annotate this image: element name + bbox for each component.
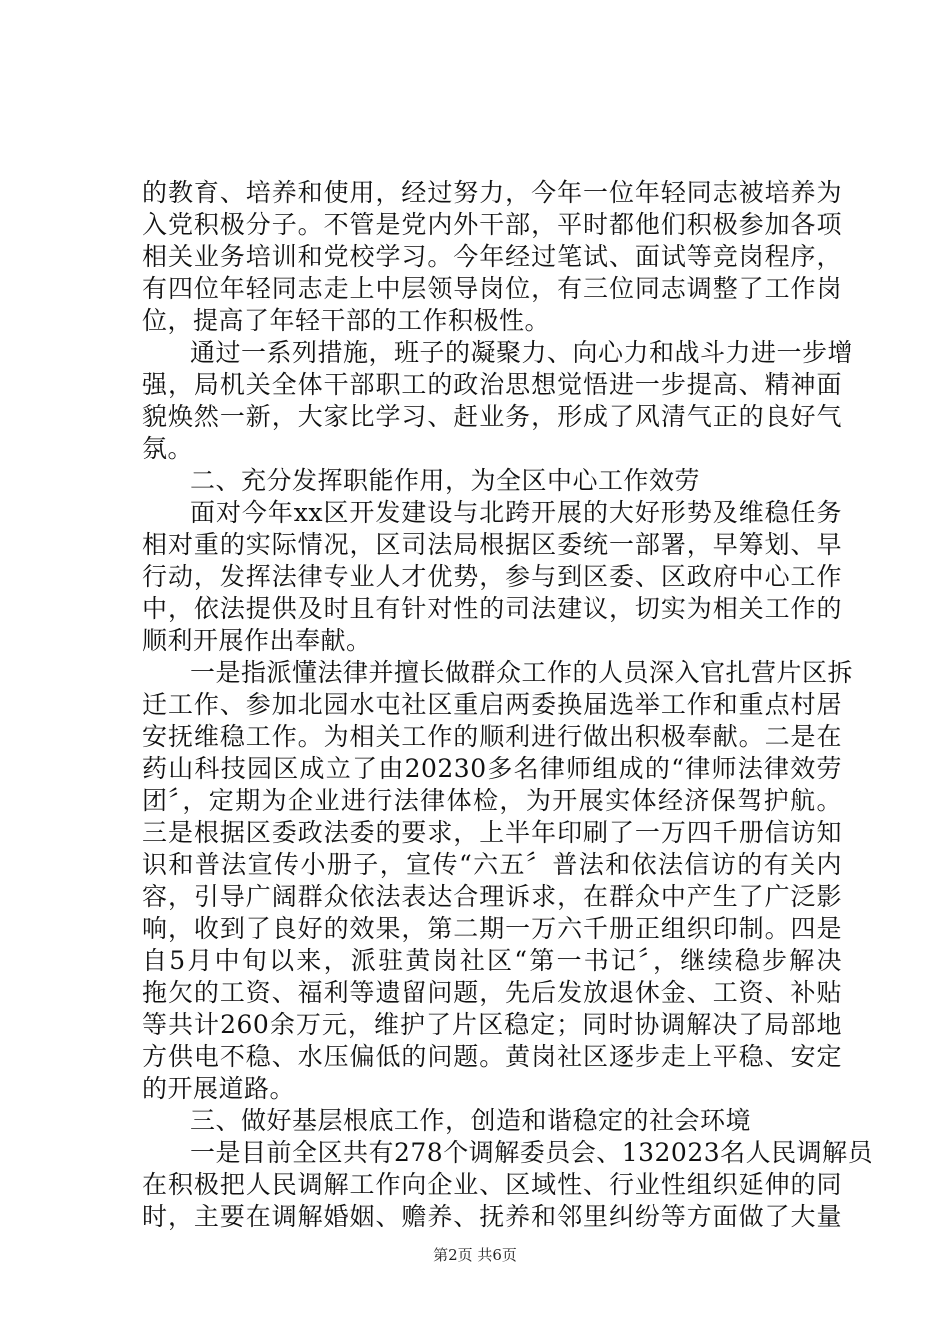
- text-line: 时，主要在调解婚姻、赡养、抚养和邻里纠纷等方面做了大量: [142, 1202, 842, 1231]
- text-line: 入党积极分子。不管是党内外干部，平时都他们积极参加各项: [142, 210, 842, 239]
- text-line: 识和普法宣传小册子，宣传“六五〞普法和依法信访的有关内: [142, 850, 842, 879]
- text-line: 通过一系列措施，班子的凝聚力、向心力和战斗力进一步增: [190, 338, 854, 367]
- text-line: 三是根据区委政法委的要求，上半年印刷了一万四千册信访知: [142, 818, 842, 847]
- text-line: 行动，发挥法律专业人才优势，参与到区委、区政府中心工作: [142, 562, 842, 591]
- text-line: 相对重的实际情况，区司法局根据区委统一部署，早筹划、早: [142, 530, 842, 559]
- text-line: 安抚维稳工作。为相关工作的顺利进行做出积极奉献。二是在: [142, 722, 842, 751]
- text-line: 方供电不稳、水压偏低的问题。黄岗社区逐步走上平稳、安定: [142, 1042, 842, 1071]
- text-line: 氛。: [142, 434, 194, 463]
- text-line: 相关业务培训和党校学习。今年经过笔试、面试等竞岗程序，: [142, 242, 842, 271]
- text-line: 迁工作、参加北园水屯社区重启两委换届选举工作和重点村居: [142, 690, 842, 719]
- text-line: 响，收到了良好的效果，第二期一万六千册正组织印制。四是: [142, 914, 842, 943]
- text-line: 一是指派懂法律并擅长做群众工作的人员深入官扎营片区拆: [190, 658, 854, 687]
- text-line: 的开展道路。: [142, 1074, 296, 1103]
- text-line: 有四位年轻同志走上中层领导岗位，有三位同志调整了工作岗: [142, 274, 842, 303]
- text-line: 在积极把人民调解工作向企业、区域性、行业性组织延伸的同: [142, 1170, 842, 1199]
- text-line: 容，引导广阔群众依法表达合理诉求，在群众中产生了广泛影: [142, 882, 842, 911]
- text-line: 的教育、培养和使用，经过努力，今年一位年轻同志被培养为: [142, 178, 842, 207]
- text-line: 团〞，定期为企业进行法律体检，为开展实体经济保驾护航。: [142, 786, 842, 815]
- page-footer: 第2页 共6页: [433, 1246, 517, 1264]
- text-line: 面对今年xx区开发建设与北跨开展的大好形势及维稳任务: [190, 498, 842, 527]
- text-line: 二、充分发挥职能作用，为全区中心工作效劳: [190, 466, 701, 495]
- text-line: 药山科技园区成立了由20230多名律师组成的“律师法律效劳: [142, 754, 842, 783]
- text-line: 顺利开展作出奉献。: [142, 626, 372, 655]
- text-line: 强，局机关全体干部职工的政治思想觉悟进一步提高、精神面: [142, 370, 842, 399]
- text-line: 拖欠的工资、福利等遗留问题，先后发放退休金、工资、补贴: [142, 978, 842, 1007]
- text-line: 三、做好基层根底工作，创造和谐稳定的社会环境: [190, 1106, 752, 1135]
- text-line: 自5月中旬以来，派驻黄岗社区“第一书记〞，继续稳步解决: [142, 946, 842, 975]
- text-line: 等共计260余万元，维护了片区稳定；同时协调解决了局部地: [142, 1010, 842, 1039]
- text-line: 位，提高了年轻干部的工作积极性。: [142, 306, 551, 335]
- text-line: 中，依法提供及时且有针对性的司法建议，切实为相关工作的: [142, 594, 842, 623]
- text-line: 貌焕然一新，大家比学习、赶业务，形成了风清气正的良好气: [142, 402, 842, 431]
- text-line: 一是目前全区共有278个调解委员会、132023名人民调解员: [190, 1138, 874, 1167]
- body-text: [142, 177, 874, 1233]
